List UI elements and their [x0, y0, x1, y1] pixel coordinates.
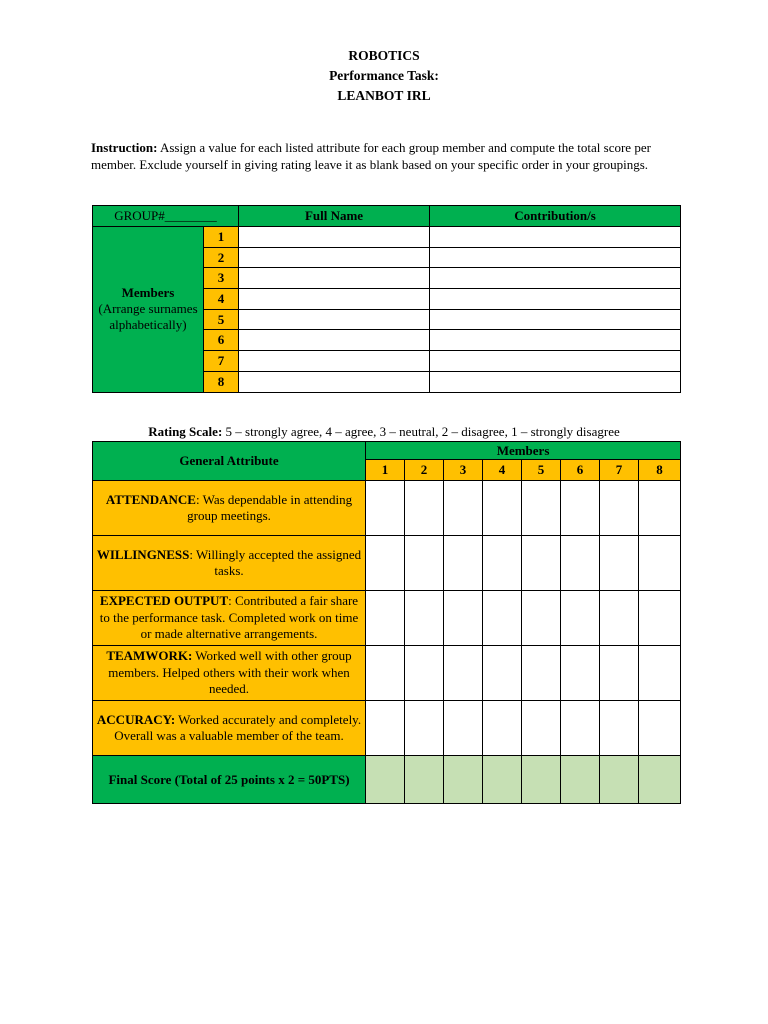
contribution-field[interactable] — [430, 227, 681, 248]
attribute-cell — [93, 591, 366, 646]
group-members-table — [92, 205, 681, 393]
rating-cell[interactable] — [366, 536, 405, 591]
rating-cell[interactable] — [405, 646, 444, 701]
full-name-field[interactable] — [239, 371, 430, 392]
full-name-field[interactable] — [239, 330, 430, 351]
attribute-name: WILLINGNESS — [96, 546, 190, 562]
final-score-cell[interactable] — [600, 756, 639, 804]
rating-cell[interactable] — [522, 701, 561, 756]
rating-cell[interactable] — [483, 536, 522, 591]
full-name-field[interactable] — [239, 351, 430, 372]
general-attribute-header: General Attribute — [93, 442, 366, 481]
rating-cell[interactable] — [561, 481, 600, 536]
rating-cell[interactable] — [405, 591, 444, 646]
rating-cell[interactable] — [405, 701, 444, 756]
attribute-row-attendance — [93, 481, 681, 536]
final-score-row — [93, 756, 681, 804]
rating-cell[interactable] — [639, 701, 681, 756]
rating-scale-text: 5 – strongly agree, 4 – agree, 3 – neutral, 2 – disagree, 1 – strongly disagree — [222, 424, 620, 439]
contribution-field[interactable] — [430, 247, 681, 268]
rating-cell[interactable] — [366, 646, 405, 701]
final-score-cell[interactable] — [405, 756, 444, 804]
attribute-row-accuracy — [93, 701, 681, 756]
attribute-name: EXPECTED OUTPUT — [99, 593, 229, 609]
attribute-cell — [93, 536, 366, 591]
contribution-field[interactable] — [430, 351, 681, 372]
contribution-field[interactable] — [430, 268, 681, 289]
rating-cell[interactable] — [561, 591, 600, 646]
member-number: 2 — [204, 247, 239, 268]
full-name-field[interactable] — [239, 268, 430, 289]
member-number: 7 — [204, 351, 239, 372]
rating-scale-label: Rating Scale: — [148, 424, 223, 439]
final-score-cell[interactable] — [561, 756, 600, 804]
rating-cell[interactable] — [600, 701, 639, 756]
final-score-cell[interactable] — [522, 756, 561, 804]
member-column-number: 1 — [366, 460, 405, 481]
rating-cell[interactable] — [366, 481, 405, 536]
attribute-desc: Worked accurately and completely. Overall was a valuable member of the team. — [114, 711, 362, 743]
rating-cell[interactable] — [483, 701, 522, 756]
rating-cell[interactable] — [522, 646, 561, 701]
attribute-cell — [93, 481, 366, 536]
members-title: Members — [121, 285, 175, 301]
title-line-3: LEANBOT IRL — [337, 88, 431, 103]
rating-cell[interactable] — [561, 536, 600, 591]
document-title — [0, 46, 768, 106]
attribute-desc: : Contributed a fair share to the performance task. Completed work on time or made alternative arrangements. — [99, 593, 359, 642]
rating-cell[interactable] — [639, 646, 681, 701]
member-number: 6 — [204, 330, 239, 351]
rating-cell[interactable] — [366, 591, 405, 646]
attribute-cell — [93, 701, 366, 756]
member-column-number: 8 — [639, 460, 681, 481]
rating-cell[interactable] — [561, 701, 600, 756]
member-column-number: 2 — [405, 460, 444, 481]
full-name-header: Full Name — [239, 206, 430, 227]
member-column-number: 3 — [444, 460, 483, 481]
rating-table — [92, 441, 681, 804]
rating-cell[interactable] — [444, 536, 483, 591]
rating-cell[interactable] — [483, 481, 522, 536]
title-line-1: ROBOTICS — [348, 48, 420, 63]
instruction-paragraph — [91, 139, 681, 173]
rating-cell[interactable] — [600, 536, 639, 591]
attribute-desc: : Was dependable in attending group meetings. — [187, 491, 353, 523]
rating-cell[interactable] — [405, 481, 444, 536]
member-column-number: 5 — [522, 460, 561, 481]
rating-cell[interactable] — [639, 536, 681, 591]
contribution-field[interactable] — [430, 371, 681, 392]
rating-cell[interactable] — [639, 481, 681, 536]
rating-cell[interactable] — [444, 481, 483, 536]
member-column-number: 7 — [600, 460, 639, 481]
rating-cell[interactable] — [483, 646, 522, 701]
rating-cell[interactable] — [600, 646, 639, 701]
rating-cell[interactable] — [600, 591, 639, 646]
rating-cell[interactable] — [522, 481, 561, 536]
members-label-cell — [93, 227, 204, 393]
final-score-cell[interactable] — [444, 756, 483, 804]
rating-cell[interactable] — [522, 591, 561, 646]
member-number: 8 — [204, 371, 239, 392]
attribute-name: TEAMWORK: — [106, 648, 193, 664]
contribution-field[interactable] — [430, 309, 681, 330]
final-score-cell[interactable] — [366, 756, 405, 804]
attribute-row-expected-output — [93, 591, 681, 646]
members-note: (Arrange surnames alphabetically) — [98, 301, 198, 333]
attribute-cell — [93, 646, 366, 701]
members-header: Members — [366, 442, 681, 460]
member-number: 5 — [204, 309, 239, 330]
instruction-text: Assign a value for each listed attribute for each group member and compute the total score per member. Exclude yourself in giving rating leave it as blank based on your specific order in your groupings. — [91, 140, 651, 172]
instruction-label: Instruction: — [91, 140, 158, 155]
rating-cell[interactable] — [444, 701, 483, 756]
member-number: 1 — [204, 227, 239, 248]
final-score-label: Final Score (Total of 25 points x 2 = 50PTS) — [93, 756, 366, 804]
title-line-2: Performance Task: — [329, 68, 439, 83]
rating-cell[interactable] — [600, 481, 639, 536]
final-score-cell[interactable] — [639, 756, 681, 804]
attribute-desc: : Willingly accepted the assigned tasks. — [189, 546, 362, 578]
attribute-name: ACCURACY: — [96, 711, 176, 727]
attribute-row-willingness — [93, 536, 681, 591]
full-name-field[interactable] — [239, 247, 430, 268]
rating-cell[interactable] — [522, 536, 561, 591]
rating-cell[interactable] — [444, 646, 483, 701]
full-name-field[interactable] — [239, 289, 430, 310]
rating-scale-line — [0, 424, 768, 440]
member-column-number: 6 — [561, 460, 600, 481]
rating-cell[interactable] — [483, 591, 522, 646]
group-number-label: GROUP#________ — [93, 206, 239, 227]
member-column-number: 4 — [483, 460, 522, 481]
final-score-cell[interactable] — [483, 756, 522, 804]
attribute-row-teamwork — [93, 646, 681, 701]
full-name-field[interactable] — [239, 309, 430, 330]
rating-cell[interactable] — [366, 701, 405, 756]
member-number: 4 — [204, 289, 239, 310]
attribute-name: ATTENDANCE — [105, 491, 196, 507]
rating-cell[interactable] — [561, 646, 600, 701]
contribution-field[interactable] — [430, 289, 681, 310]
attribute-desc: Worked well with other group members. Helped others with their work when needed. — [108, 648, 352, 697]
full-name-field[interactable] — [239, 227, 430, 248]
contribution-header: Contribution/s — [430, 206, 681, 227]
member-number: 3 — [204, 268, 239, 289]
rating-cell[interactable] — [639, 591, 681, 646]
rating-cell[interactable] — [444, 591, 483, 646]
rating-cell[interactable] — [405, 536, 444, 591]
contribution-field[interactable] — [430, 330, 681, 351]
